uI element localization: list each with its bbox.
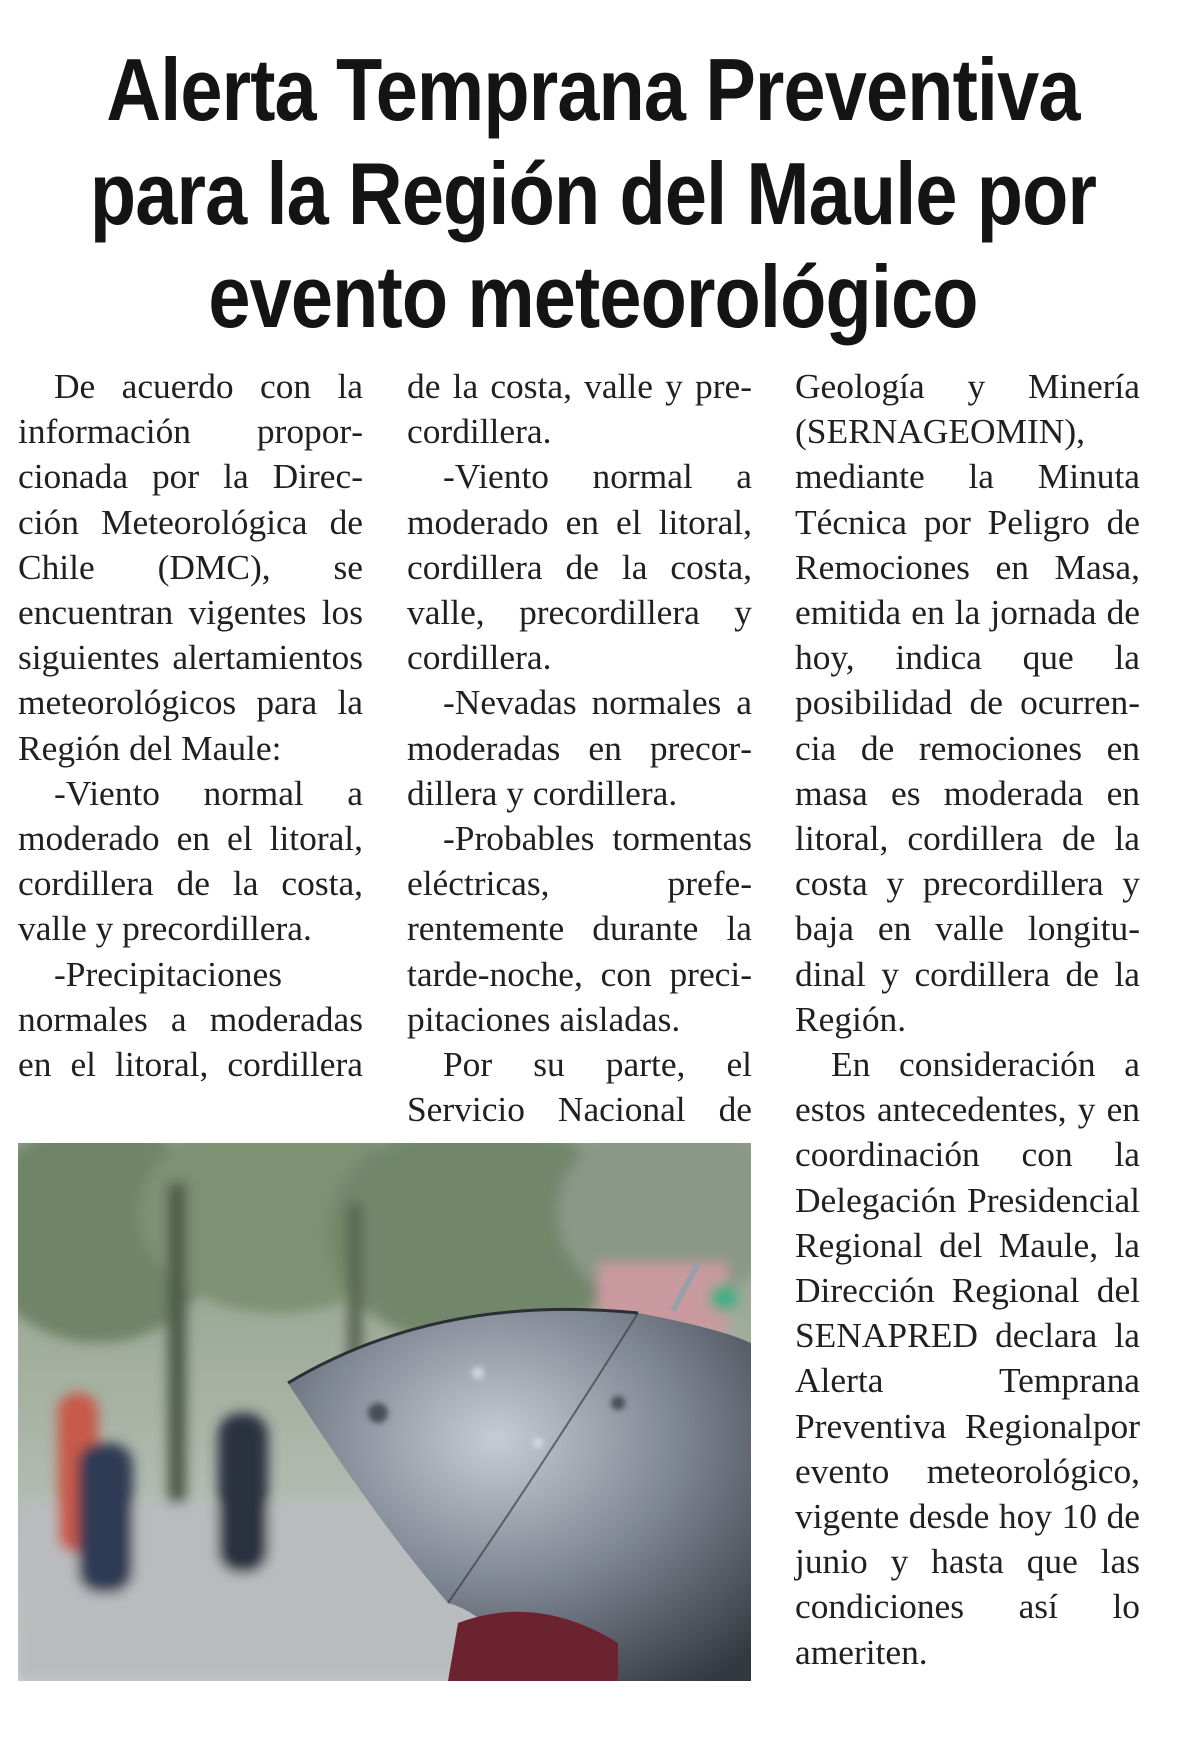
- paragraph-alert-declaration: En consideración a estos antecedentes, y en coordinación con la Delegación Presidencial Regional del Maule, la Dirección Regional del SENAPRED declara la Alerta Temprana Preventiva Regionalpor evento meteorológico, vigente desde hoy 10 de junio y hasta que las condiciones así lo ameriten.: [795, 1044, 1140, 1672]
- paragraph-wind: -Viento normal a moderado en el litoral, cordillera de la costa, valle y precordillera.: [18, 772, 363, 949]
- paragraph-precipitation: -Precipitaciones normales a moderadas en el litoral, cordillera: [18, 953, 363, 1085]
- headline-line-2: para la Región del Maule por: [89, 144, 1097, 243]
- article-column-3: [795, 364, 1140, 1675]
- headline-line-3: evento meteorológico: [208, 247, 978, 346]
- rain-umbrella-photo: [18, 1143, 751, 1681]
- article-column-1: [18, 364, 363, 1087]
- paragraph-storms: -Probables tormentas eléctricas, preferentemente durante la tarde-noche, con precipitaciones aisladas.: [407, 818, 752, 1039]
- paragraph-continued: de la costa, valle y precordillera.: [407, 366, 752, 452]
- paragraph-landslide-risk: Geología y Minería (SERNAGEOMIN), mediante la Minuta Técnica por Peligro de Remociones en Masa, emitida en la jornada de hoy, indica que la posibilidad de ocurrencia de remociones en masa es moderada en litoral, cordillera de la costa y precordillera y baja en valle longitudinal y cordillera de la Región.: [795, 366, 1140, 1039]
- paragraph-wind-cordillera: -Viento normal a moderado en el litoral, cordillera de la costa, valle, precordillera y cordillera.: [407, 456, 752, 678]
- paragraph-intro: De acuerdo con la información proporcionada por la Dirección Meteorológica de Chile (DMC), se encuentran vigentes los siguientes alertamientos meteorológicos para la Región del Maule:: [18, 366, 363, 768]
- article-column-2: [407, 364, 752, 1132]
- paragraph-snow: -Nevadas normales a moderadas en precordillera y cordillera.: [407, 682, 752, 813]
- headline-line-1: Alerta Temprana Preventiva: [106, 40, 1080, 139]
- paragraph-sernageomin-intro: Por su parte, el Servicio Nacional de: [407, 1044, 752, 1130]
